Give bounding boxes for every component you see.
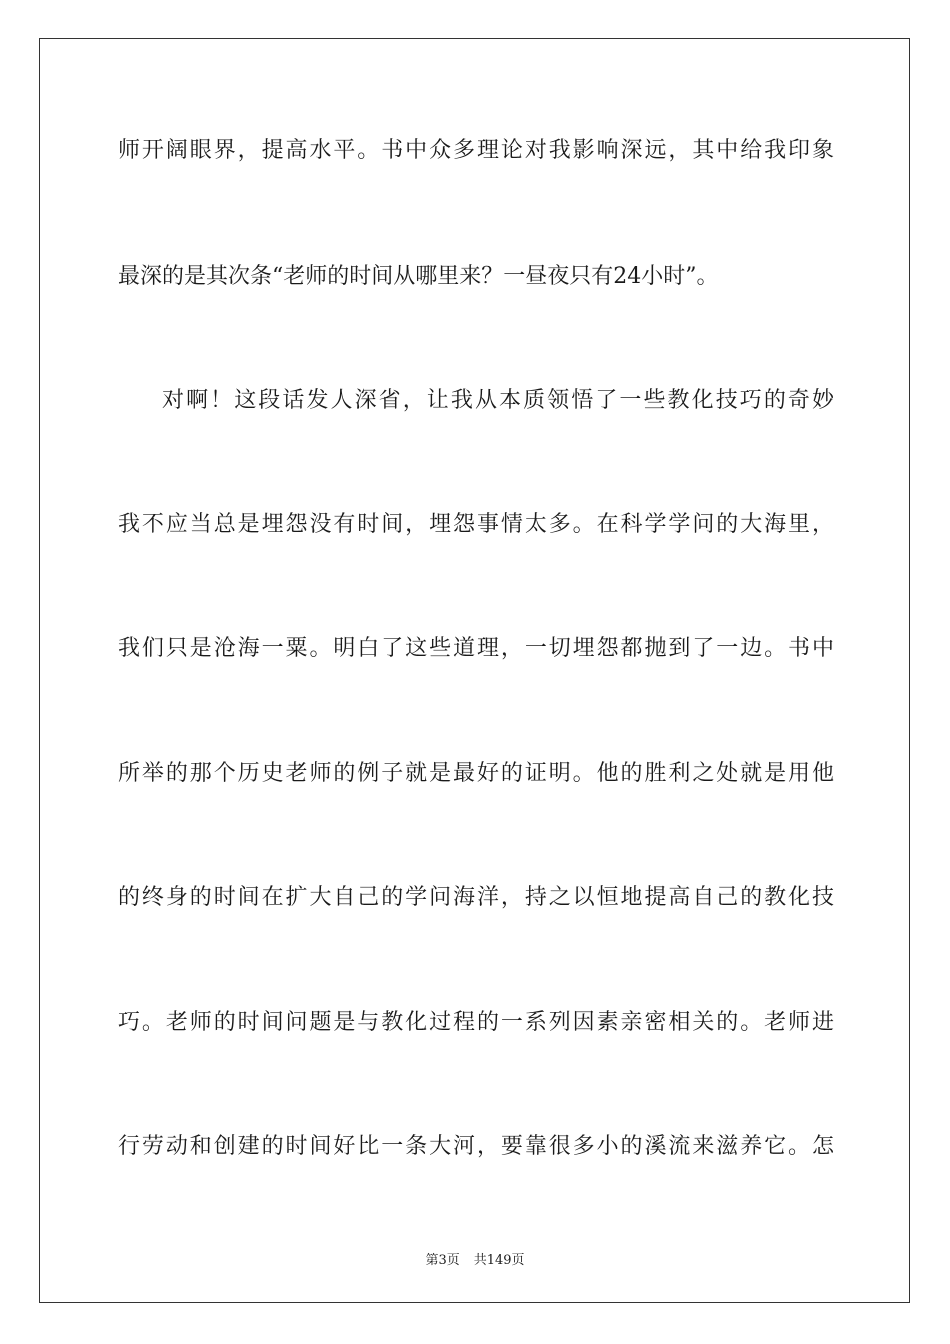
body-text-line: 的终身的时间在扩大自己的学问海洋，持之以恒地提高自己的教化技 bbox=[118, 885, 834, 910]
page-border bbox=[39, 38, 910, 1303]
body-text-line: 师开阔眼界，提高水平。书中众多理论对我影响深远，其中给我印象 bbox=[118, 138, 834, 163]
body-text-line: 行劳动和创建的时间好比一条大河，要靠很多小的溪流来滋养它。怎 bbox=[118, 1134, 834, 1159]
body-text-line: 所举的那个历史老师的例子就是最好的证明。他的胜利之处就是用他 bbox=[118, 761, 834, 786]
body-text-line: 巧。老师的时间问题是与教化过程的一系列因素亲密相关的。老师进 bbox=[118, 1010, 834, 1035]
page-total: 共149页 bbox=[473, 1253, 525, 1268]
page-footer bbox=[0, 1249, 950, 1268]
body-text-line: 最深的是其次条“老师的时间从哪里来？一昼夜只有24小时”。 bbox=[118, 264, 719, 289]
body-text-line: 对啊！这段话发人深省，让我从本质领悟了一些教化技巧的奇妙 bbox=[162, 388, 834, 413]
body-text-line: 我不应当总是埋怨没有时间，埋怨事情太多。在科学学问的大海里， bbox=[118, 512, 834, 537]
body-text-line: 我们只是沧海一粟。明白了这些道理，一切埋怨都抛到了一边。书中 bbox=[118, 636, 834, 661]
page-number: 第3页 bbox=[425, 1253, 460, 1268]
